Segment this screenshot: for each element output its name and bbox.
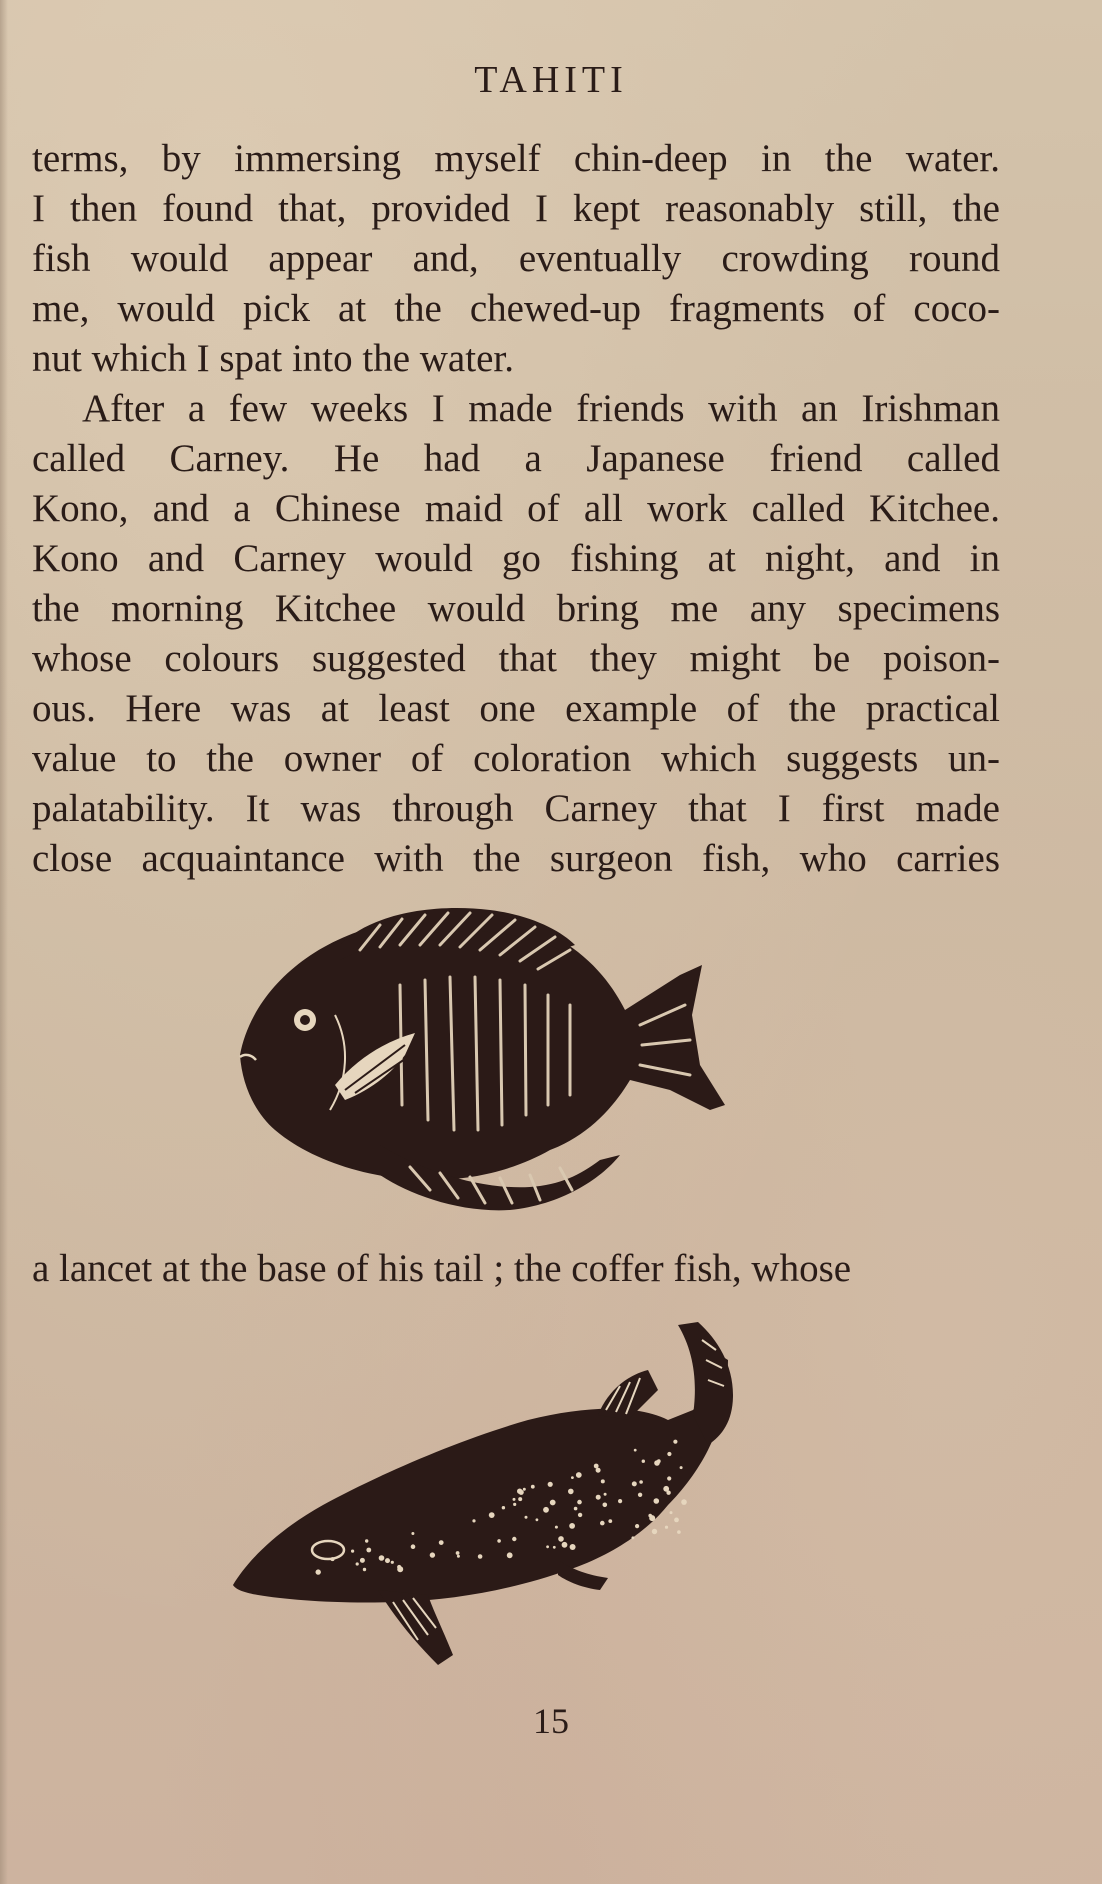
text-line: value to the owner of coloration which suggests un- (32, 737, 1000, 780)
text-line: fish would appear and, eventually crowding round (32, 237, 1000, 280)
text-line: I then found that, provided I kept reasonably still, the (32, 187, 1000, 230)
coffer-fish-dorsal-fin (598, 1370, 658, 1420)
page-gutter-edge (0, 0, 8, 1884)
text-line: a lancet at the base of his tail ; the coffer fish, whose (32, 1247, 852, 1290)
body-text-block (32, 134, 1000, 884)
coffer-fish-illustration (228, 1320, 808, 1680)
text-line: palatability. It was through Carney that I first made (32, 787, 1000, 830)
text-line: Kono, and a Chinese maid of all work called Kitchee. (32, 487, 1000, 530)
text-line: the morning Kitchee would bring me any specimens (32, 587, 1000, 630)
text-line: close acquaintance with the surgeon fish, who carries (32, 837, 1000, 880)
text-line: terms, by immersing myself chin-deep in the water. (32, 137, 1000, 180)
surgeon-fish-body (240, 916, 725, 1180)
text-line: Kono and Carney would go fishing at night, and in (32, 537, 1000, 580)
text-line: whose colours suggested that they might be poison- (32, 637, 1000, 680)
page-number: 15 (533, 1701, 569, 1741)
text-line: called Carney. He had a Japanese friend called (32, 437, 1000, 480)
running-head: TAHITI (474, 59, 628, 101)
surgeon-fish-illustration (230, 905, 800, 1215)
text-line: me, would pick at the chewed-up fragments of coco- (32, 287, 1000, 330)
text-line: ous. Here was at least one example of the practical (32, 687, 1000, 730)
continuation-text (32, 1244, 1000, 1294)
text-line: After a few weeks I made friends with an Irishman (82, 387, 1000, 430)
text-line: nut which I spat into the water. (32, 337, 514, 380)
